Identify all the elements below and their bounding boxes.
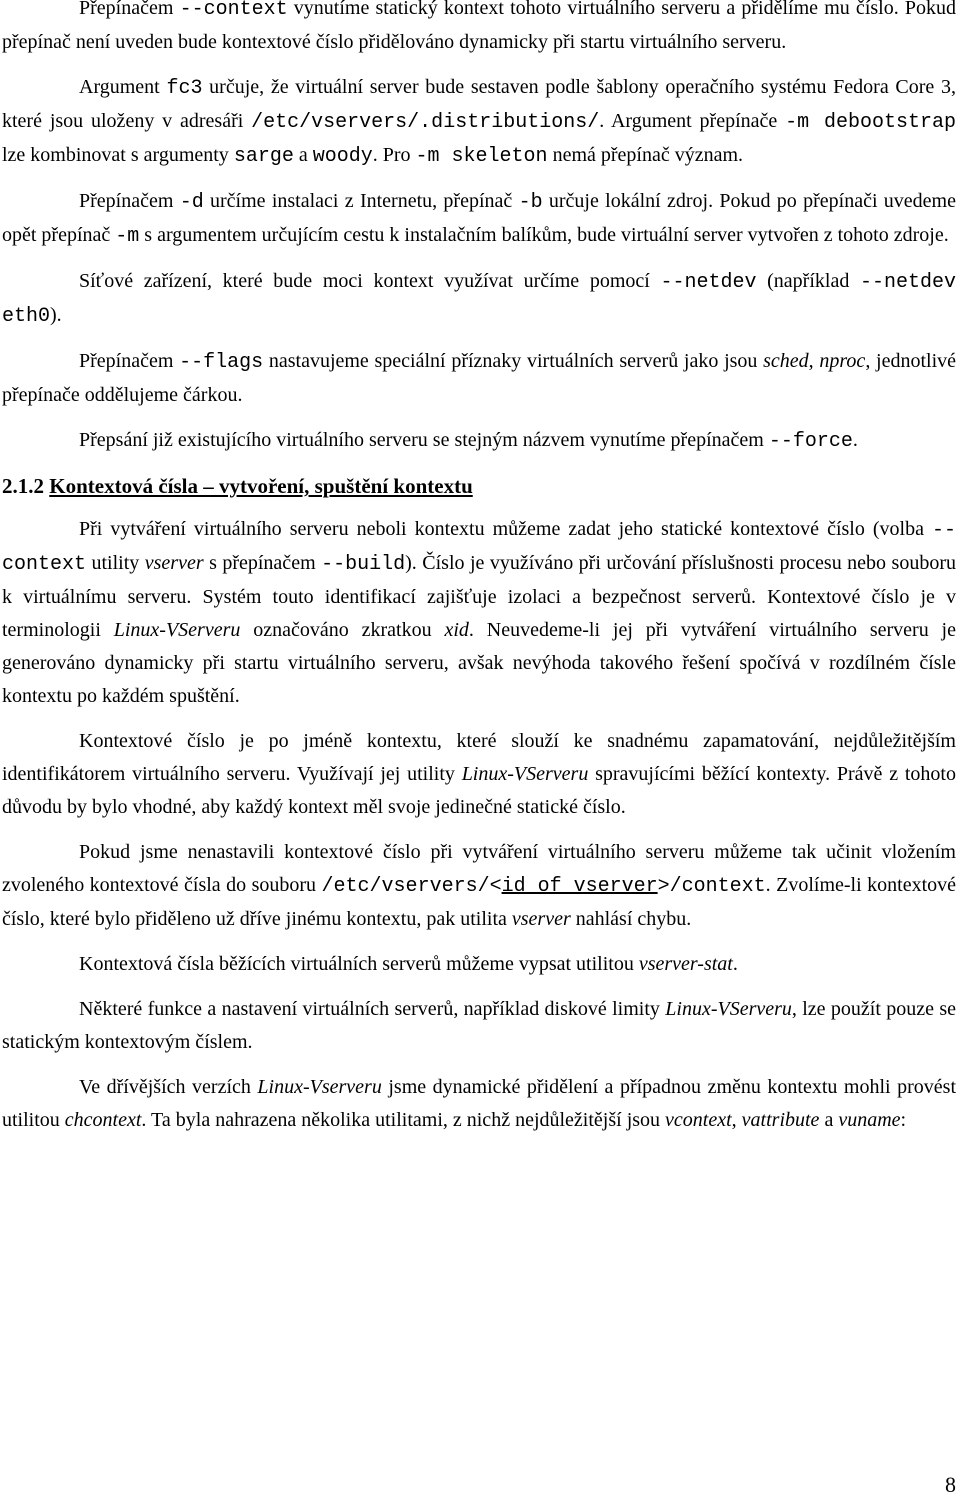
code: --context [179,0,288,21]
code: >/context [657,875,766,898]
paragraph-force [2,424,956,458]
code: -m debootstrap [785,111,956,134]
code: --context [2,519,956,576]
text: lze kombinovat s argumenty [2,144,234,166]
text: utility [86,552,145,574]
text: nahlásí chybu. [570,908,692,930]
text: . [852,429,858,451]
italic-term: vserver [144,552,204,574]
text: , [808,350,820,372]
italic-term: vattribute [741,1109,820,1131]
text: nemá přepínač význam. [547,144,744,166]
code: /etc/vservers/.distributions/ [251,111,600,134]
code: --netdev eth0 [2,271,956,328]
code: --netdev [660,271,757,294]
text: spravujícími běžící kontexty. Právě z tohoto důvodu by bylo vhodné, aby každý kontext měl svoje jedinečné statické číslo. [2,763,956,818]
italic-term: vserver-stat [638,953,733,975]
text: Argument [79,76,167,98]
italic-term: Linux-Vserveru [257,1076,382,1098]
text: nastavujeme speciální příznaky virtuálních serverů jako jsou [263,350,764,372]
code: --build [321,553,406,576]
code: woody [312,145,373,168]
section-number: 2.1.2 [2,474,50,498]
text: určuje, že virtuální server bude sestaven podle šablony operačního systému Fedora Core 3, které jsou uloženy v adresáři [2,76,956,132]
paragraph-static-context-number [2,513,956,713]
text: (například [756,270,860,292]
text: ). Číslo je využíváno při určování příslušnosti procesu nebo souboru k virtuálnímu serveru. Systém touto identifikací zajišťuje izolaci a bezpečnost serverů. Kontextové číslo je v terminologii [2,552,956,641]
text: . Argument přepínače [599,110,786,132]
text: určuje lokální zdroj. Pokud po přepínači uvedeme opět přepínač [2,190,956,246]
text: . Ta byla nahrazena několika utilitami, z nichž nejdůležitější jsou [141,1109,666,1131]
section-heading [2,469,956,503]
code: -m skeleton [415,145,548,168]
text: , [731,1109,742,1131]
text: ). [50,304,62,326]
text: Kontextová čísla běžících virtuálních serverů můžeme vypsat utilitou [79,953,639,975]
code: /etc/vservers/< [321,875,502,898]
italic-term: Linux-VServeru [461,763,589,785]
text: s přepínačem [203,552,322,574]
text: , lze použít pouze se statickým kontextovým číslem. [2,998,957,1053]
code: fc3 [166,77,203,100]
italic-term: vserver [511,908,571,930]
text: Pokud jsme nenastavili kontextové číslo při vytváření virtuálního serveru můžeme tak učinit vložením zvoleného kontextové čísla do souboru [2,841,956,896]
italic-term: nproc [819,350,866,372]
italic-term: chcontext [64,1109,142,1131]
section-title: Kontextová čísla – vytvoření, spuštění kontextu [49,474,473,498]
text: jsme dynamické přidělení a případnou změnu kontextu mohli provést utilitou [2,1076,956,1131]
italic-term: Linux-VServeru [665,998,792,1020]
text: . Neuvedeme-li jej při vytváření virtuálního serveru je generováno dynamicky při startu virtuálního serveru, avšak nevýhoda takového řešení spočívá v rozdílném čísle kontextu po každém spuštění. [2,619,956,707]
paragraph-netdev [2,265,956,333]
paragraph-fc3-template [2,71,956,173]
text: Přepínačem [79,0,180,19]
text: Některé funkce a nastavení virtuálních serverů, například diskové limity [79,998,666,1020]
document-page [2,0,956,1137]
text: a [293,144,313,166]
text: Ve dřívějších verzích [79,1076,258,1098]
text: označováno zkratkou [240,619,445,641]
text: určíme instalaci z Internetu, přepínač [203,190,519,212]
text: Síťové zařízení, které bude moci kontext využívat určíme pomocí [79,270,661,292]
text: Kontextové číslo je po jméně kontextu, které slouží ke snadnému zapamatování, nejdůležitějším identifikátorem virtuálního serveru. Využívají jej utility [2,730,956,785]
italic-term: vcontext [665,1109,732,1131]
text: . [732,953,738,975]
paragraph-chcontext [2,1071,956,1137]
code: -b [518,191,543,214]
paragraph-disk-limits [2,993,956,1059]
paragraph-install-source [2,185,956,253]
text: . Pro [372,144,416,166]
text: vynutíme statický kontext tohoto virtuálního serveru a přidělíme mu číslo. Pokud přepínač není uveden bude kontextové číslo přidělováno dynamicky při startu virtuálního serveru. [2,0,957,53]
text: Přepínačem [79,350,180,372]
text: : [900,1109,907,1131]
text: s argumentem určujícím cestu k instalačním balíkům, bude virtuální server vytvořen z tohoto zdroje. [139,224,949,246]
code-placeholder: id_of_vserver [501,875,658,898]
paragraph-context-identifier [2,725,956,824]
italic-term: Linux-VServeru [113,619,241,641]
page-number: 8 [945,1472,956,1497]
text: . Zvolíme-li kontextové číslo, které bylo přiděleno už dříve jinému kontextu, pak utilita [2,874,957,930]
italic-term: vuname [838,1109,901,1131]
code: -d [179,191,204,214]
paragraph-flags [2,345,956,412]
text: Při vytváření virtuálního serveru neboli kontextu můžeme zadat jeho statické kontextové číslo (volba [79,518,932,540]
text: a [819,1109,839,1131]
text: Přepínačem [79,190,180,212]
paragraph-vserver-stat [2,948,956,981]
paragraph-context-switch [2,0,956,59]
paragraph-context-file [2,836,956,936]
code: sarge [233,145,294,168]
italic-term: sched [763,350,809,372]
code: -m [115,225,140,248]
code: --flags [179,351,264,374]
text: Přepsání již existujícího virtuálního serveru se stejným názvem vynutíme přepínačem [79,429,769,451]
code: --force [768,430,853,453]
text: , jednotlivé přepínače oddělujeme čárkou. [2,350,957,406]
italic-term: xid [444,619,469,641]
